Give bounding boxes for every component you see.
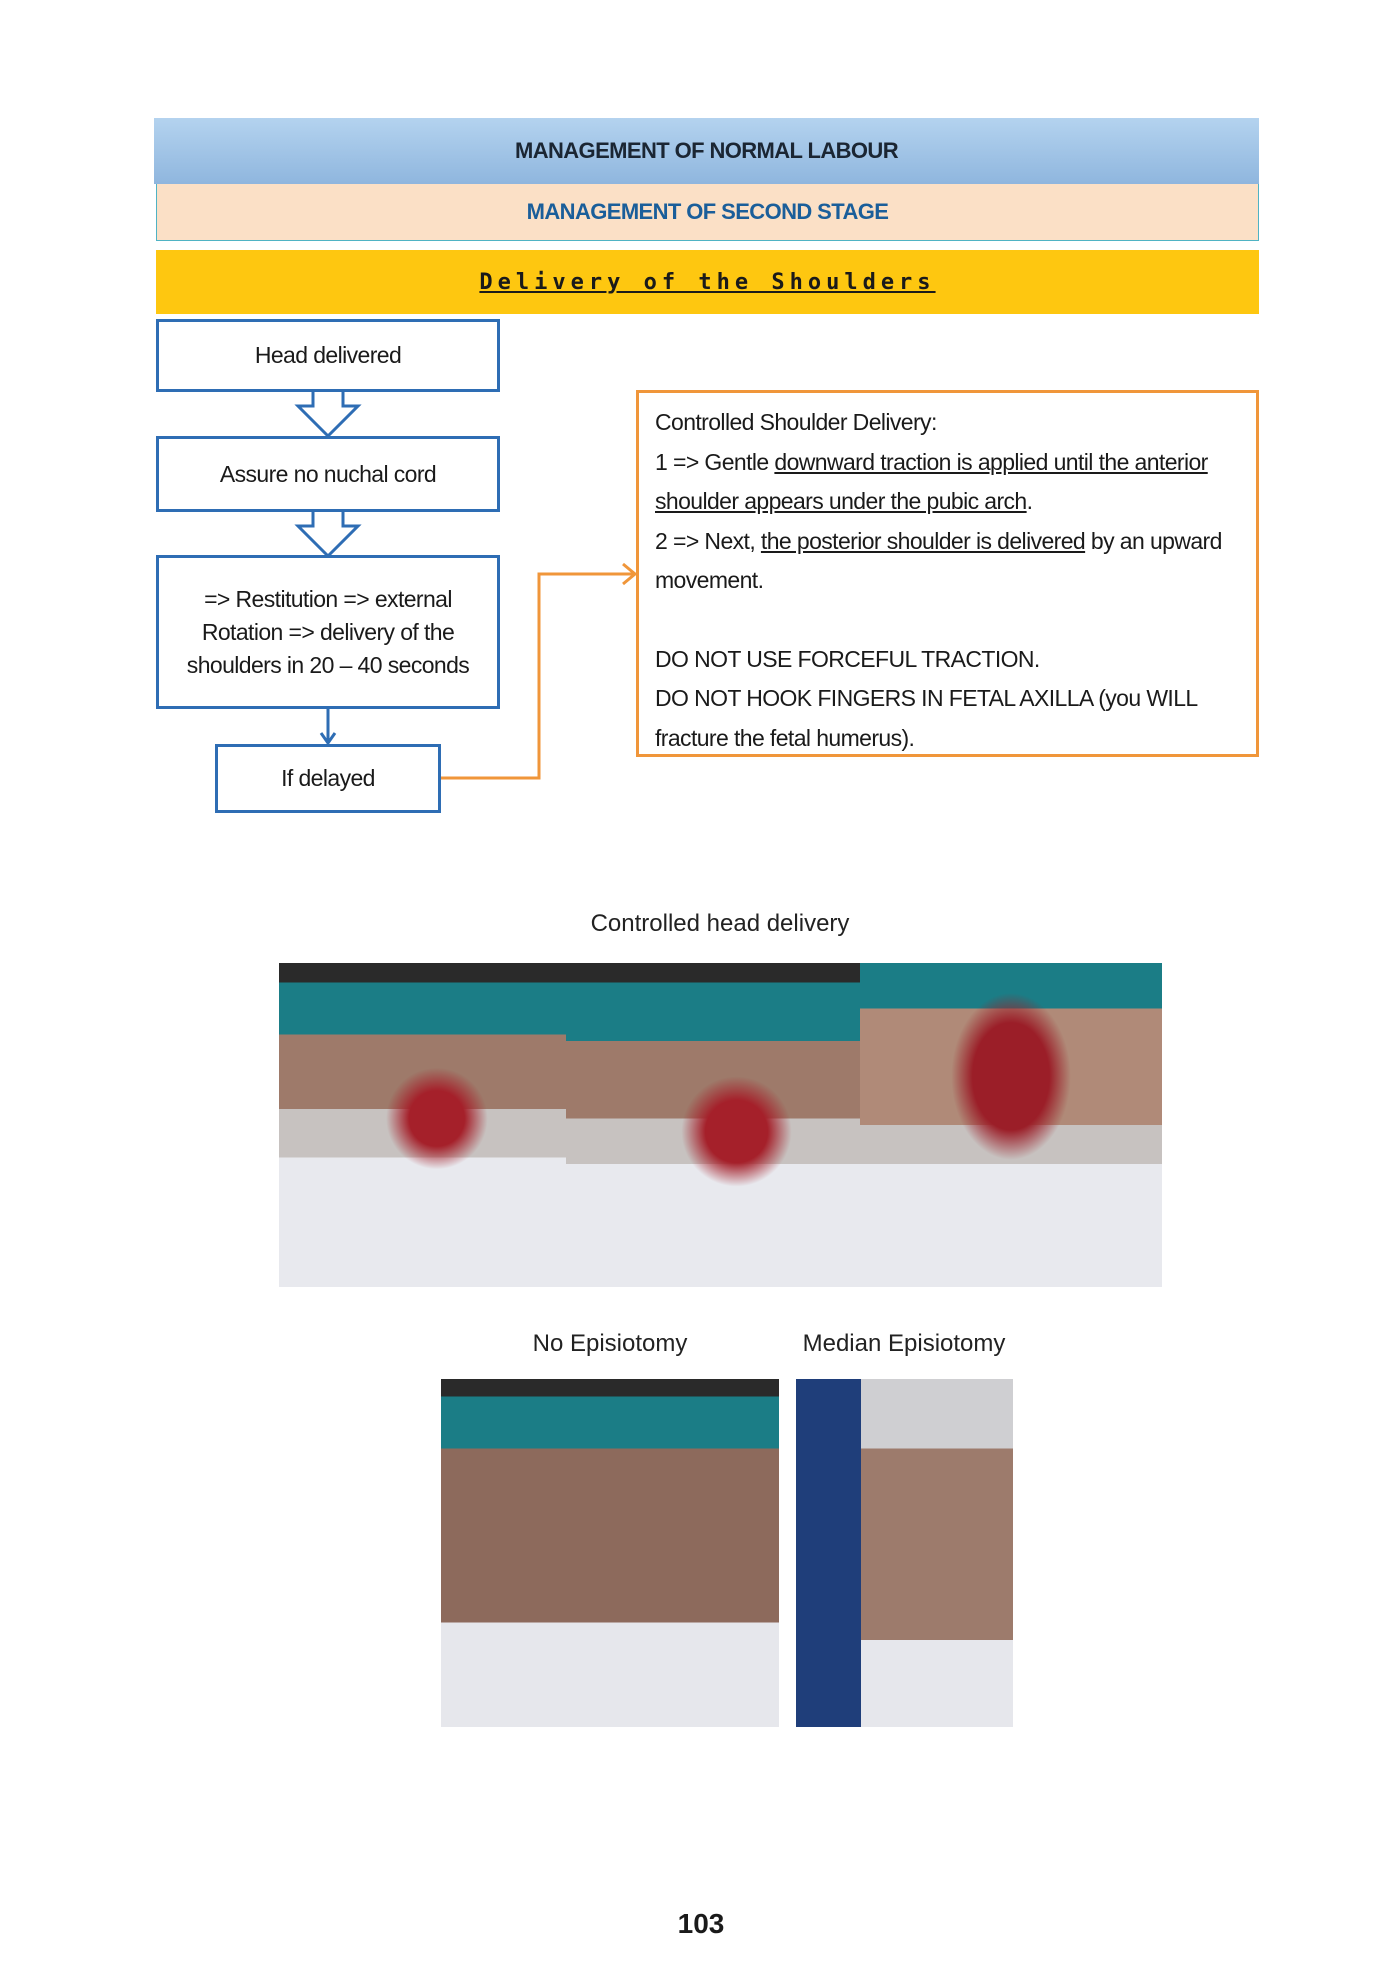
text: .: [1026, 488, 1033, 514]
chapter-title: MANAGEMENT OF NORMAL LABOUR: [514, 138, 899, 163]
text: 2 => Next,: [655, 527, 761, 554]
flow-step-label: Head delivered: [254, 342, 402, 368]
emphasis-text: the posterior shoulder is delivered: [760, 527, 1086, 554]
warning-2: DO NOT HOOK FINGERS IN FETAL AXILLA (you WILL fracture the fetal humerus).: [655, 685, 1197, 751]
flow-step-nuchal-cord: [156, 436, 500, 512]
photo-head-delivery-2: [566, 963, 860, 1287]
chapter-header: [154, 118, 1259, 184]
emphasis-text: downward traction is applied until the anterior shoulder appears under the pubic arch: [655, 448, 1208, 514]
flow-step-label: Assure no nuchal cord: [219, 460, 437, 487]
warning-1: DO NOT USE FORCEFUL TRACTION.: [655, 645, 1040, 672]
figure-caption-no-episiotomy: No Episiotomy: [532, 1330, 688, 1357]
flow-step-label: If delayed: [281, 765, 375, 791]
info-title: Controlled Shoulder Delivery:: [655, 409, 937, 435]
controlled-shoulder-delivery-box: [636, 390, 1259, 757]
section-header: [156, 184, 1259, 241]
figure-caption-median-episiotomy: Median Episiotomy: [802, 1330, 1006, 1357]
flow-step-head-delivered: [156, 319, 500, 392]
topic-title: Delivery of the Shoulders: [479, 269, 936, 295]
flow-step-if-delayed: [215, 744, 441, 813]
down-arrow-icon: [293, 512, 363, 558]
down-arrow-icon: [318, 709, 338, 745]
figure-caption-top: Controlled head delivery: [590, 910, 850, 937]
page-number: 103: [677, 1908, 725, 1939]
text: 1 => Gentle: [655, 448, 775, 475]
photo-median-episiotomy: [796, 1379, 1013, 1727]
section-title: MANAGEMENT OF SECOND STAGE: [526, 199, 889, 224]
flow-step-label: => Restitution => external Rotation => delivery of the shoulders in 20 – 40 seconds: [186, 585, 470, 678]
info-step-2: [655, 522, 1240, 601]
connector-arrow-icon: [441, 560, 641, 785]
topic-banner: [156, 250, 1259, 314]
photo-head-delivery-1: [279, 963, 566, 1287]
info-step-1: [655, 443, 1240, 522]
photo-head-delivery-3: [860, 963, 1162, 1287]
down-arrow-icon: [293, 392, 363, 438]
photo-no-episiotomy: [441, 1379, 779, 1727]
text: by an upward movement.: [655, 527, 1222, 593]
